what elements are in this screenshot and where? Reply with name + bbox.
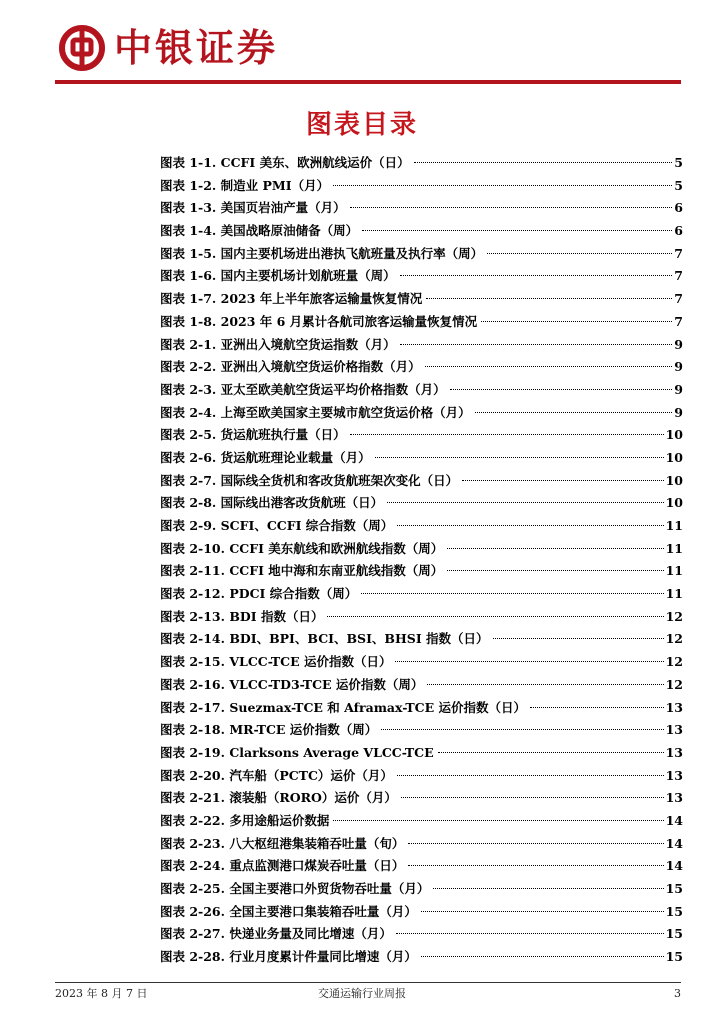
toc-entry[interactable] <box>160 492 683 515</box>
toc-entry-label: 图表 2-7. 国际线全货机和客改货航班架次变化（日） <box>160 472 459 488</box>
toc-entry-label: 图表 2-13. BDI 指数（日） <box>160 608 324 624</box>
toc-entry-page: 13 <box>665 722 683 738</box>
toc-entry-label: 图表 2-2. 亚洲出入境航空货运价格指数（月） <box>160 359 421 375</box>
toc-entry-label: 图表 2-9. SCFI、CCFI 综合指数（周） <box>160 518 394 533</box>
toc-entry[interactable] <box>160 901 683 924</box>
toc-entry-page: 12 <box>665 654 683 670</box>
toc-entry[interactable] <box>160 175 683 198</box>
footer-date: 2023 年 8 月 7 日 <box>55 987 148 1000</box>
toc-entry-label: 图表 2-12. PDCI 综合指数（周） <box>160 586 358 602</box>
toc-entry-label: 图表 2-15. VLCC-TCE 运价指数（日） <box>160 654 392 670</box>
toc-leader-dots <box>396 933 664 934</box>
toc-entry-label: 图表 2-28. 行业月度累计件量同比增速（月） <box>160 949 417 965</box>
toc-entry-page: 6 <box>674 223 683 239</box>
toc-entry-label: 图表 2-21. 滚装船（RORO）运价（月） <box>160 790 397 806</box>
toc-entry[interactable] <box>160 447 683 470</box>
toc-entry-label: 图表 2-10. CCFI 美东航线和欧洲航线指数（周） <box>160 540 444 556</box>
toc-entry[interactable] <box>160 402 683 425</box>
toc-entry-page: 14 <box>665 812 683 828</box>
toc-entry[interactable] <box>160 515 683 538</box>
toc-entry[interactable] <box>160 810 683 833</box>
toc-entry-label: 图表 2-20. 汽车船（PCTC）运价（月） <box>160 767 393 783</box>
toc-leader-dots <box>450 389 673 390</box>
toc-entry-page: 9 <box>674 359 683 375</box>
footer-divider <box>55 982 681 983</box>
toc-leader-dots <box>425 366 673 367</box>
toc-entry-label: 图表 2-11. CCFI 地中海和东南亚航线指数（周） <box>160 563 444 579</box>
toc-entry-label: 图表 2-6. 货运航班理论业载量（月） <box>160 449 371 465</box>
toc-entry-page: 11 <box>665 586 683 602</box>
toc-entry[interactable] <box>160 742 683 765</box>
toc-entry[interactable] <box>160 651 683 674</box>
toc-entry-page: 9 <box>674 404 683 420</box>
toc-entry[interactable] <box>160 765 683 788</box>
toc-entry[interactable] <box>160 538 683 561</box>
toc-leader-dots <box>400 344 673 345</box>
header-divider <box>55 80 681 84</box>
toc-entry-label: 图表 1-1. CCFI 美东、欧洲航线运价（日） <box>160 155 410 170</box>
toc-leader-dots <box>397 775 664 776</box>
footer-report-name: 交通运输行业周报 <box>318 987 406 1000</box>
footer-page-number: 3 <box>674 987 681 1000</box>
toc-leader-dots <box>362 230 672 231</box>
toc-entry-page: 7 <box>674 291 683 307</box>
toc-leader-dots <box>447 570 663 571</box>
toc-entry[interactable] <box>160 265 683 288</box>
toc-entry[interactable] <box>160 288 683 311</box>
toc-leader-dots <box>427 684 663 685</box>
toc-entry[interactable] <box>160 674 683 697</box>
toc-entry[interactable] <box>160 855 683 878</box>
toc-entry-page: 5 <box>674 177 683 193</box>
toc-leader-dots <box>333 820 663 821</box>
toc-leader-dots <box>333 185 672 186</box>
toc-entry-page: 10 <box>665 495 683 511</box>
figure-list <box>160 152 683 969</box>
toc-entry-page: 13 <box>665 767 683 783</box>
toc-entry[interactable] <box>160 197 683 220</box>
toc-entry-page: 11 <box>665 518 683 533</box>
toc-entry[interactable] <box>160 946 683 969</box>
toc-entry[interactable] <box>160 356 683 379</box>
toc-entry-page: 15 <box>665 926 683 942</box>
toc-entry-page: 7 <box>674 268 683 284</box>
toc-entry-page: 13 <box>665 790 683 806</box>
toc-entry-label: 图表 2-1. 亚洲出入境航空货运指数（月） <box>160 336 396 352</box>
toc-leader-dots <box>487 253 672 254</box>
toc-entry[interactable] <box>160 787 683 810</box>
toc-entry[interactable] <box>160 152 683 175</box>
toc-entry-page: 12 <box>665 608 683 624</box>
toc-entry-page: 5 <box>674 155 683 170</box>
toc-entry-page: 14 <box>665 835 683 851</box>
toc-leader-dots <box>530 707 664 708</box>
toc-entry-label: 图表 2-3. 亚太至欧美航空货运平均价格指数（月） <box>160 381 446 397</box>
toc-leader-dots <box>400 275 673 276</box>
toc-entry-page: 15 <box>665 949 683 965</box>
toc-entry-label: 图表 1-3. 美国页岩油产量（月） <box>160 200 346 216</box>
toc-entry-page: 13 <box>665 699 683 715</box>
toc-entry[interactable] <box>160 697 683 720</box>
toc-leader-dots <box>433 888 663 889</box>
toc-leader-dots <box>361 593 663 594</box>
toc-entry-label: 图表 1-6. 国内主要机场计划航班量（周） <box>160 268 396 284</box>
toc-entry[interactable] <box>160 379 683 402</box>
toc-leader-dots <box>350 434 664 435</box>
toc-entry-label: 图表 2-25. 全国主要港口外贸货物吞吐量（月） <box>160 881 430 896</box>
toc-leader-dots <box>421 956 664 957</box>
toc-entry-page: 9 <box>674 381 683 397</box>
toc-entry[interactable] <box>160 424 683 447</box>
toc-leader-dots <box>426 298 672 299</box>
toc-entry-label: 图表 2-23. 八大枢纽港集装箱吞吐量（旬） <box>160 835 405 851</box>
toc-entry-label: 图表 2-14. BDI、BPI、BCI、BSI、BHSI 指数（日） <box>160 631 489 647</box>
toc-entry-label: 图表 2-16. VLCC-TD3-TCE 运价指数（周） <box>160 676 424 692</box>
toc-entry[interactable] <box>160 470 683 493</box>
toc-leader-dots <box>397 525 663 526</box>
toc-entry-label: 图表 2-26. 全国主要港口集装箱吞吐量（月） <box>160 903 417 919</box>
toc-entry-page: 10 <box>665 449 683 465</box>
toc-entry-label: 图表 2-8. 国际线出港客改货航班（日） <box>160 495 384 511</box>
toc-leader-dots <box>481 321 672 322</box>
toc-leader-dots <box>401 797 664 798</box>
toc-entry-page: 12 <box>665 676 683 692</box>
toc-leader-dots <box>447 548 663 549</box>
toc-entry-page: 10 <box>665 472 683 488</box>
toc-entry-label: 图表 2-22. 多用途船运价数据 <box>160 812 330 828</box>
toc-leader-dots <box>475 412 673 413</box>
toc-entry-label: 图表 1-5. 国内主要机场进出港执飞航班量及执行率（周） <box>160 245 484 261</box>
toc-leader-dots <box>408 843 663 844</box>
toc-entry-page: 15 <box>665 881 683 896</box>
toc-entry[interactable] <box>160 628 683 651</box>
bank-of-china-logo-icon <box>58 24 106 72</box>
toc-entry-page: 12 <box>665 631 683 647</box>
toc-leader-dots <box>395 661 663 662</box>
toc-leader-dots <box>462 480 663 481</box>
toc-leader-dots <box>438 752 664 753</box>
toc-entry[interactable] <box>160 878 683 901</box>
toc-entry-label: 图表 2-18. MR-TCE 运价指数（周） <box>160 722 378 738</box>
toc-entry-label: 图表 2-5. 货运航班执行量（日） <box>160 427 346 443</box>
toc-entry-page: 9 <box>674 336 683 352</box>
toc-leader-dots <box>387 502 663 503</box>
toc-entry-label: 图表 2-17. Suezmax-TCE 和 Aframax-TCE 运价指数（日） <box>160 699 527 715</box>
toc-entry-label: 图表 2-24. 重点监测港口煤炭吞吐量（日） <box>160 858 405 874</box>
toc-entry-label: 图表 1-4. 美国战略原油储备（周） <box>160 223 359 239</box>
page-title: 图表目录 <box>305 110 418 140</box>
toc-entry[interactable] <box>160 583 683 606</box>
toc-entry-page: 15 <box>665 903 683 919</box>
toc-entry[interactable] <box>160 560 683 583</box>
page-header <box>0 0 724 90</box>
toc-entry-label: 图表 1-7. 2023 年上半年旅客运输量恢复情况 <box>160 291 423 307</box>
toc-leader-dots <box>493 638 664 639</box>
toc-entry-label: 图表 1-8. 2023 年 6 月累计各航司旅客运输量恢复情况 <box>160 313 478 329</box>
toc-leader-dots <box>408 865 663 866</box>
toc-entry[interactable] <box>160 311 683 334</box>
toc-entry[interactable] <box>160 833 683 856</box>
toc-leader-dots <box>381 729 663 730</box>
toc-entry[interactable] <box>160 243 683 266</box>
toc-leader-dots <box>421 911 664 912</box>
toc-entry-page: 11 <box>665 540 683 556</box>
toc-entry[interactable] <box>160 923 683 946</box>
toc-entry-page: 13 <box>665 744 683 760</box>
toc-entry-page: 10 <box>665 427 683 443</box>
toc-entry-label: 图表 2-4. 上海至欧美国家主要城市航空货运价格（月） <box>160 404 471 420</box>
toc-leader-dots <box>327 616 663 617</box>
toc-entry[interactable] <box>160 334 683 357</box>
toc-leader-dots <box>414 162 673 163</box>
toc-entry-page: 7 <box>674 313 683 329</box>
toc-entry[interactable] <box>160 220 683 243</box>
toc-entry[interactable] <box>160 719 683 742</box>
toc-leader-dots <box>350 207 673 208</box>
toc-entry-page: 7 <box>674 245 683 261</box>
toc-entry-page: 6 <box>674 200 683 216</box>
toc-entry-label: 图表 2-19. Clarksons Average VLCC-TCE <box>160 744 434 760</box>
toc-entry-label: 图表 1-2. 制造业 PMI（月） <box>160 177 330 193</box>
toc-entry[interactable] <box>160 606 683 629</box>
brand-name: 中银证券 <box>114 26 279 70</box>
toc-entry-page: 11 <box>665 563 683 579</box>
toc-entry-label: 图表 2-27. 快递业务量及同比增速（月） <box>160 926 392 942</box>
toc-entry-page: 14 <box>665 858 683 874</box>
toc-leader-dots <box>375 457 664 458</box>
